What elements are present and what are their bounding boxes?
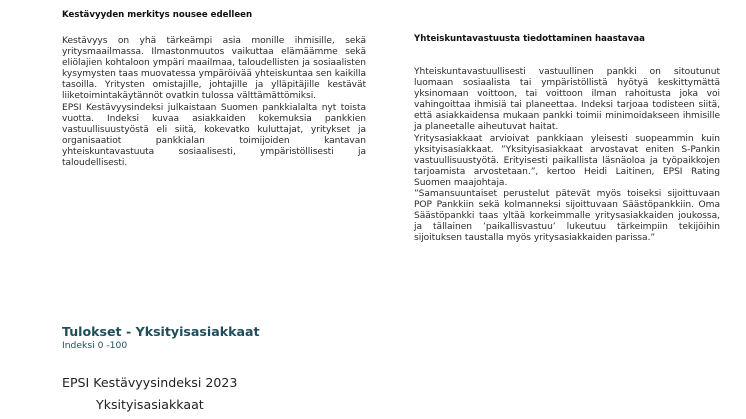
results-title: Tulokset - Yksityisasiakkaat (62, 324, 260, 339)
left-column (62, 10, 366, 169)
left-heading: Kestävyyden merkitys nousee edelleen (62, 10, 253, 20)
left-paragraph-1: Kestävyys on yhä tärkeämpi asia monille ihmisille, sekä yritysmaailmassa. Ilmastonmuutos vaikuttaa elämäämme sekä eliölajien kohtaloon ympäri maailmaa, taloudellisten ja sosiaalisten kysymysten taas muovatessa ympäröivää yhteiskuntaa sen kaikilla tasoilla. Yritysten omistajille, johtajille ja ylläpitäjille kestävät liiketoimintakäytännöt ovatkin tulossa välttämättömiksi. (62, 36, 366, 102)
right-column (414, 34, 720, 245)
results-subtitle: Indeksi 0 -100 (62, 340, 128, 351)
index-segment-label: Yksityisasiakkaat (96, 397, 204, 412)
left-paragraph-2: EPSI Kestävyysindeksi julkaistaan Suomen pankkialalta nyt toista vuotta. Indeksi kuvaa asiakkaiden kokemuksia pankkien vastuullisuustyöstä eli siitä, kokevatko kuluttajat, yritykset ja organisaatiot pankkialan toimijoiden kantavan yhteiskuntavastuuta sosiaalisesti, ympäristöllisesti ja taloudellisesti. (62, 102, 366, 169)
right-heading: Yhteiskuntavastuusta tiedottaminen haastavaa (414, 34, 645, 44)
index-year-label: EPSI Kestävyysindeksi 2023 (62, 375, 238, 390)
right-paragraph-1: Yhteiskuntavastuullisesti vastuullinen pankki on sitoutunut luomaan sosiaalista tai ympäristöllistä hyötyä keskittymättä yksinomaan voittoon, tai voittoon ilman rahoitusta joka voi vahingoittaa ihmisiä tai planeettaa. Indeksi tarjoaa todisteen siitä, että asiakkaidensa mukaan pankki toimii minimoidakseen ihmisille ja planeetalle aiheutuvat haitat. (414, 67, 720, 133)
right-paragraph-3: ”Samansuuntaiset perustelut pätevät myös toiseksi sijoittuvaan POP Pankkiin sekä kolmanneksi sijoittuvaan Säästöpankkiin. Oma Säästöpankki taas yltää korkeimmalle yritysasiakkaiden joukossa, ja tällainen ’paikallisvastuu’ lukeutuu tärkeimpiin tekijöihin sijoituksen taustalla myös yritysasiakkaiden parissa.” (414, 189, 720, 244)
right-paragraph-2: Yritysasiakkaat arvioivat pankkiaan yleisesti suopeammin kuin yksityisasiakkaat. ”Yksityisasiakkaat arvostavat eniten S-Pankin vastuullisuustyötä. Erityisesti paikallista läsnäoloa ja työpaikkojen tarjoamista arvostetaan.”, kertoo Heidi Laitinen, EPSI Rating Suomen maajohtaja. (414, 133, 720, 188)
